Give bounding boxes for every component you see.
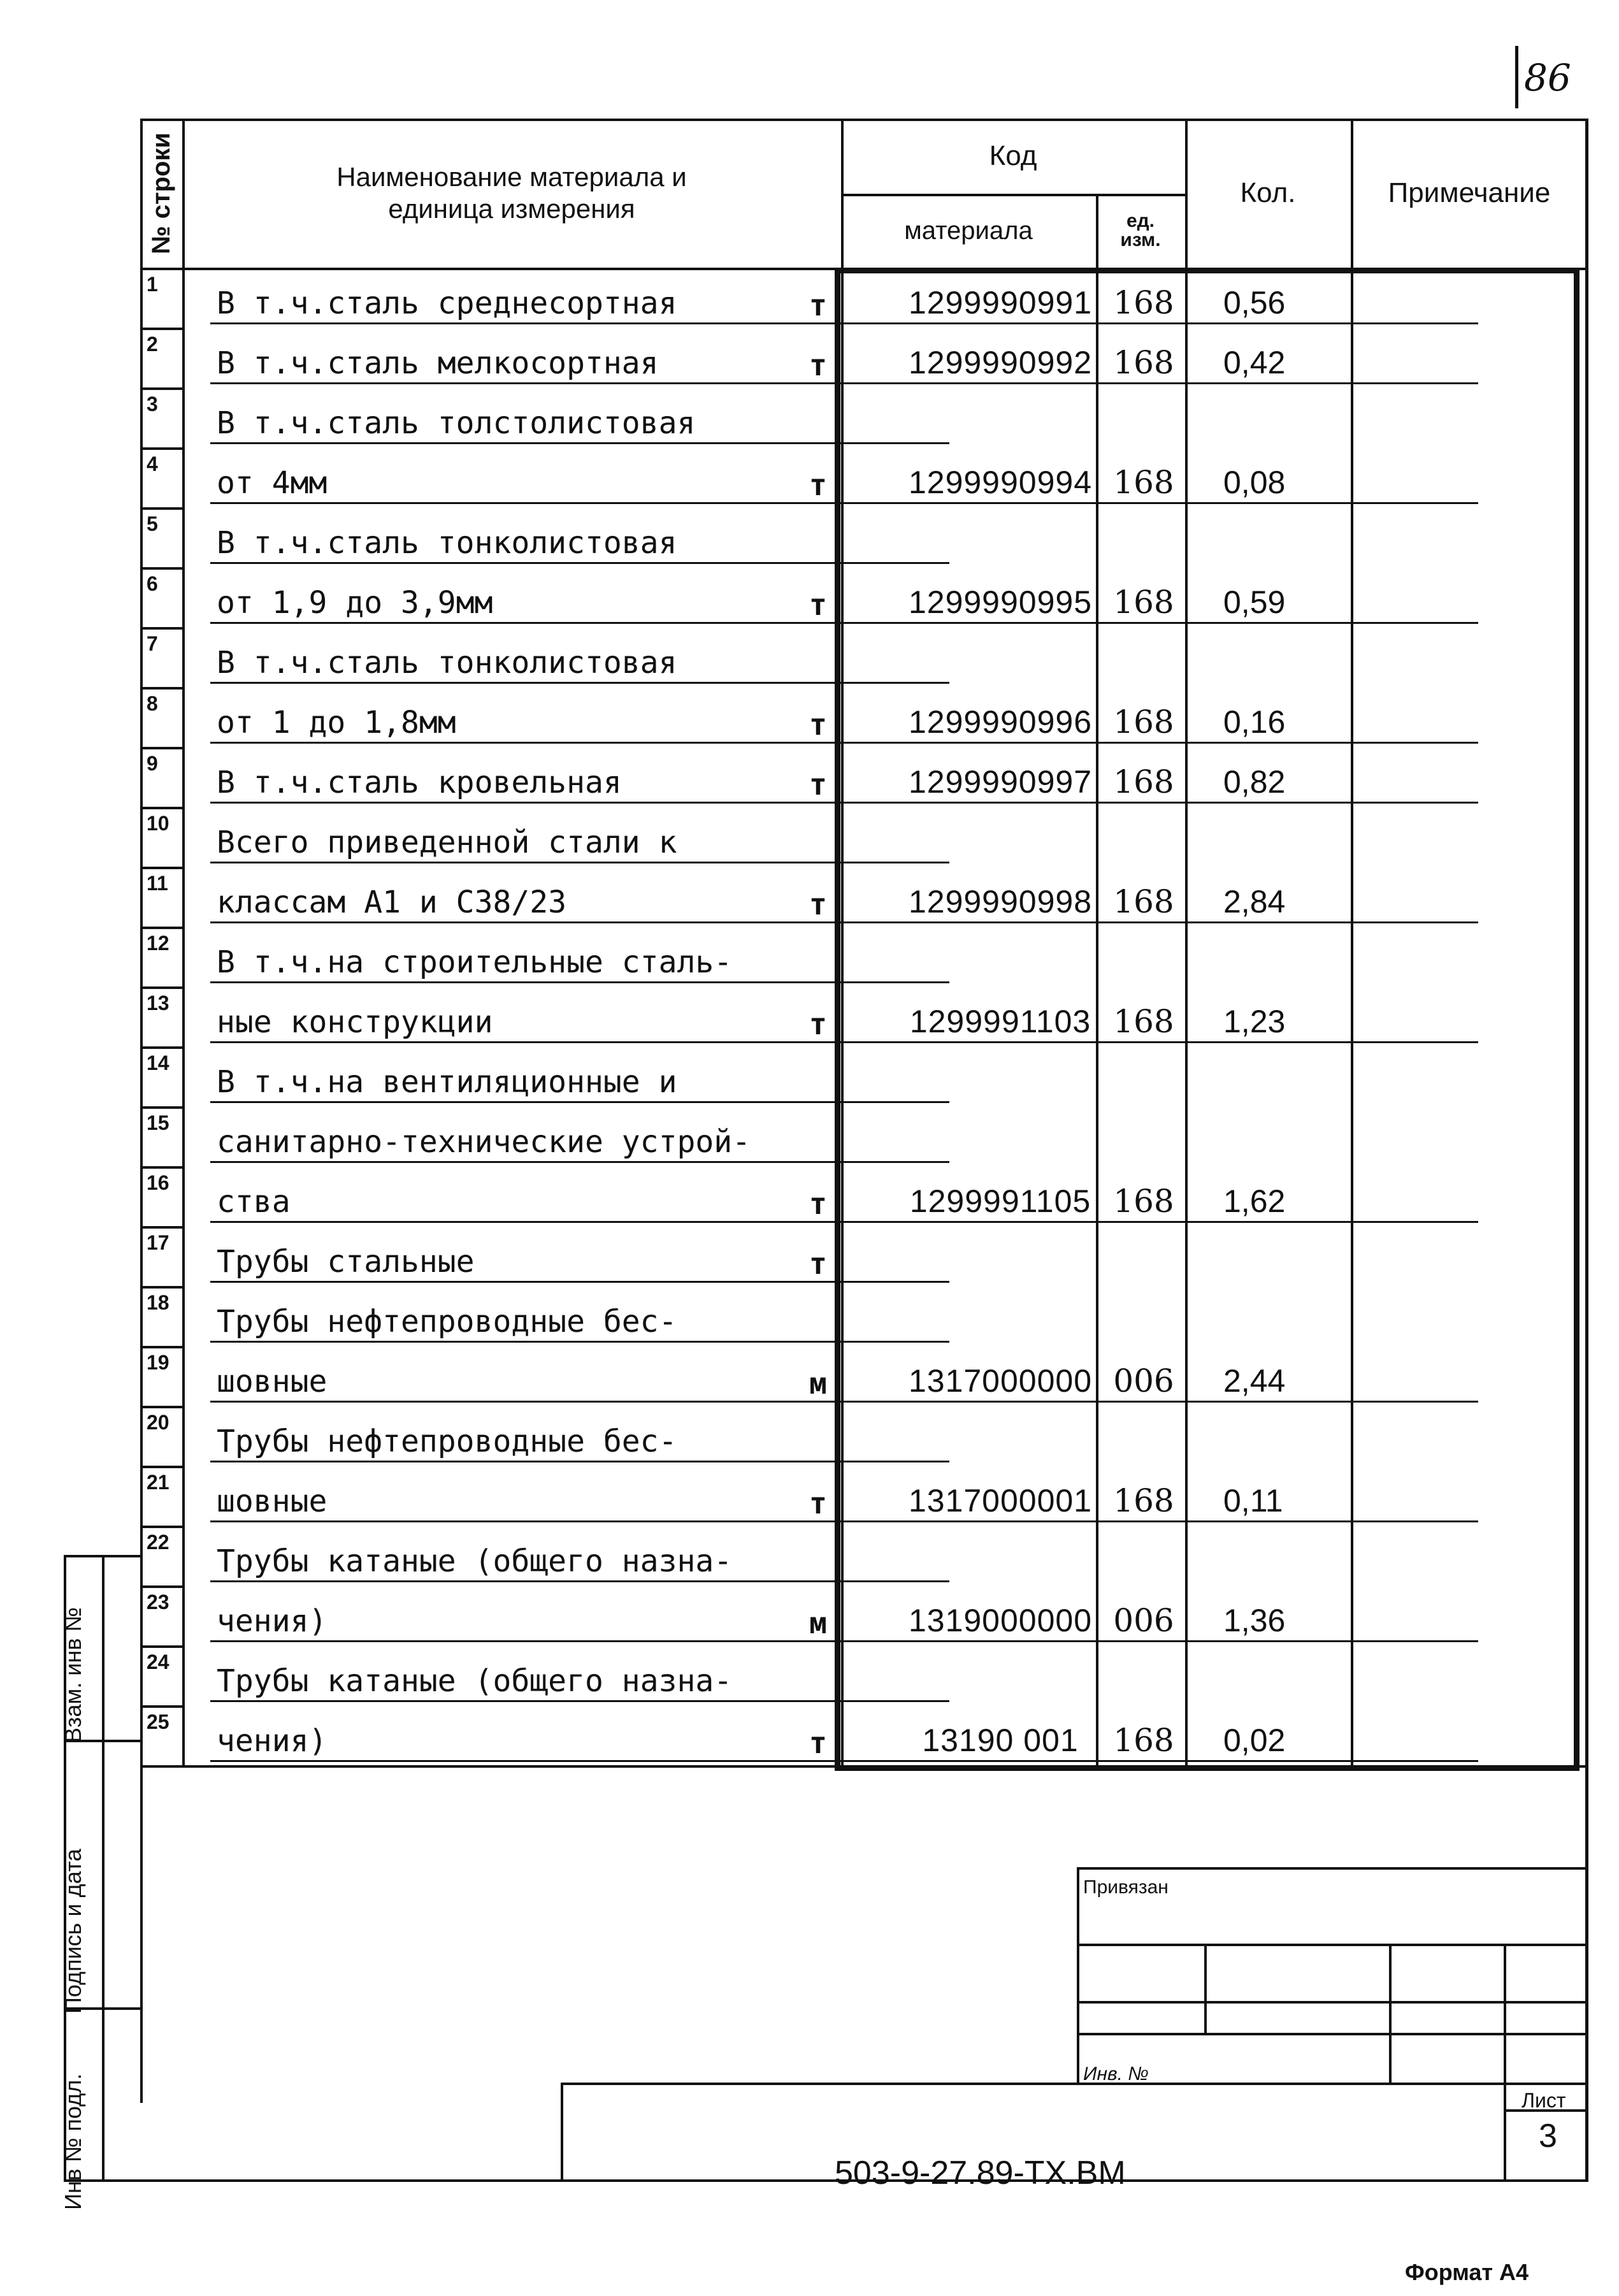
format-label: Формат А4 [1405, 2259, 1529, 2285]
table-row [140, 387, 1588, 447]
table-bottom [140, 1765, 1588, 1768]
row-baseline [210, 1221, 949, 1223]
side-frame [64, 1555, 140, 1557]
row-number: 18 [147, 1291, 169, 1314]
material-name: санитарно-технические устрой- [217, 1124, 751, 1160]
material-code: 1299990992 [908, 345, 1093, 380]
material-name: В т.ч.сталь среднесортная [217, 285, 677, 321]
material-name: от 1,9 до 3,9мм [217, 585, 493, 621]
row-data-baseline [841, 921, 1478, 923]
material-name: В т.ч.сталь мелкосортная [217, 345, 659, 381]
unit-code: 168 [1113, 464, 1174, 501]
quantity: 0,59 [1223, 584, 1286, 620]
material-name: Трубы катаные (общего назна- [217, 1663, 733, 1699]
quantity: 2,44 [1223, 1363, 1286, 1399]
row-number: 11 [147, 872, 168, 895]
table-row [140, 1585, 1588, 1645]
row-number: 8 [147, 692, 158, 715]
table-row [140, 268, 1588, 328]
material-name: от 1 до 1,8мм [217, 705, 456, 740]
material-code: 1299991105 [909, 1183, 1091, 1219]
table-row [140, 627, 1588, 687]
tb-v [1504, 1944, 1506, 2179]
table-row [140, 507, 1588, 567]
measure-unit: т [809, 1726, 827, 1760]
page-number: 86 [1524, 56, 1571, 99]
header-code: Код [989, 140, 1037, 171]
row-data-baseline [841, 622, 1478, 624]
quantity: 1,36 [1223, 1603, 1286, 1638]
header-unit-line1: ед. [1126, 210, 1155, 231]
row-baseline [210, 442, 949, 444]
row-number: 22 [147, 1531, 169, 1554]
row-baseline [210, 1101, 949, 1103]
header-row-number-label: № строки [147, 132, 175, 254]
tb-v [1077, 1867, 1079, 2084]
title-bound-to: Привязан [1083, 1877, 1169, 1898]
material-code: 1319000000 [908, 1603, 1093, 1638]
table-row [140, 1166, 1588, 1226]
tb-v [1389, 1944, 1392, 2084]
row-data-baseline [841, 502, 1478, 504]
table-row [140, 447, 1588, 507]
row-number: 9 [147, 752, 158, 775]
material-code: 1317000001 [908, 1483, 1093, 1519]
row-number: 13 [147, 992, 169, 1014]
row-baseline [210, 862, 949, 863]
row-baseline [210, 1401, 949, 1403]
table-row [140, 747, 1588, 807]
row-number: 5 [147, 512, 158, 535]
row-baseline [210, 1161, 949, 1163]
table-row [140, 1526, 1588, 1585]
row-data-baseline [841, 742, 1478, 744]
unit-code: 168 [1113, 344, 1174, 381]
row-baseline [210, 1041, 949, 1043]
row-number: 10 [147, 812, 169, 835]
material-code: 1299990991 [908, 285, 1093, 321]
row-number: 6 [147, 572, 158, 595]
unit-code: 168 [1113, 704, 1174, 740]
row-number: 21 [147, 1471, 169, 1494]
row-number: 16 [147, 1171, 169, 1194]
header-code-unit [1096, 194, 1185, 268]
row-number: 23 [147, 1591, 169, 1614]
measure-unit: т [809, 1486, 827, 1520]
table-row [140, 1466, 1588, 1526]
row-baseline [210, 1640, 949, 1642]
table-row [140, 986, 1588, 1046]
measure-unit: т [809, 887, 827, 921]
unit-code: 168 [1113, 1003, 1174, 1040]
material-code: 1299990998 [908, 884, 1093, 920]
page-number-bar [1515, 46, 1518, 108]
material-code: 1299990994 [908, 465, 1093, 500]
table-row [140, 1046, 1588, 1106]
material-name: Всего приведенной стали к [217, 825, 677, 860]
tb-line [561, 2083, 1587, 2085]
unit-code: 168 [1113, 1183, 1174, 1220]
row-baseline [210, 742, 949, 744]
material-code: 1299990995 [908, 584, 1093, 620]
row-number: 2 [147, 333, 158, 356]
measure-unit: т [809, 588, 827, 622]
quantity: 0,16 [1223, 704, 1286, 740]
unit-code: 168 [1113, 584, 1174, 621]
row-baseline [210, 1520, 949, 1522]
material-name: ные конструкции [217, 1004, 493, 1040]
row-number: 7 [147, 632, 158, 655]
quantity: 0,56 [1223, 285, 1286, 321]
quantity: 0,42 [1223, 345, 1286, 380]
table-row [140, 1705, 1588, 1765]
tb-v [1204, 1944, 1207, 2033]
measure-unit: т [809, 1246, 827, 1281]
row-number: 12 [147, 932, 169, 955]
unit-code: 168 [1113, 1722, 1174, 1759]
row-data-baseline [841, 1640, 1478, 1642]
unit-code: 168 [1113, 284, 1174, 321]
side-sign-date: Подпись и дата [60, 1849, 86, 2014]
row-baseline [210, 1461, 949, 1462]
row-number: 4 [147, 452, 158, 475]
measure-unit: т [809, 288, 827, 322]
side-inv-orig: Инв № подл. [60, 2073, 86, 2210]
row-number: 19 [147, 1351, 169, 1374]
material-name: Трубы катаные (общего назна- [217, 1543, 733, 1579]
side-frame [102, 1555, 104, 2179]
material-code: 1299990996 [908, 704, 1093, 740]
material-name: классам А1 и С38/23 [217, 884, 567, 920]
header-row-number [140, 119, 182, 268]
table-row [140, 1286, 1588, 1346]
material-name: ства [217, 1184, 291, 1220]
material-name: В т.ч.сталь тонколистовая [217, 645, 677, 681]
measure-unit: м [809, 1606, 827, 1640]
quantity: 0,11 [1223, 1483, 1283, 1519]
title-sheet-number: 3 [1539, 2118, 1557, 2155]
material-name: В т.ч.сталь кровельная [217, 765, 622, 800]
measure-unit: т [809, 348, 827, 382]
row-number: 17 [147, 1231, 169, 1254]
header-quantity: Кол. [1240, 177, 1296, 208]
quantity: 1,62 [1223, 1183, 1286, 1219]
material-name: Трубы нефтепроводные бес- [217, 1424, 677, 1459]
table-row [140, 328, 1588, 387]
row-baseline [210, 322, 949, 324]
header-note: Примечание [1388, 177, 1551, 208]
row-number: 3 [147, 393, 158, 415]
measure-unit: т [809, 767, 827, 802]
material-name: от 4мм [217, 465, 327, 501]
quantity: 1,23 [1223, 1004, 1286, 1039]
row-data-baseline [841, 1760, 1478, 1762]
material-code: 1317000000 [908, 1363, 1093, 1399]
row-data-baseline [841, 1520, 1478, 1522]
tb-line [1077, 1867, 1587, 1870]
tb-line [1077, 2033, 1587, 2035]
table-row [140, 1106, 1588, 1166]
material-name: шовные [217, 1364, 327, 1399]
side-inv-replace: Взам. инв № [60, 1606, 86, 1743]
unit-code: 006 [1113, 1362, 1174, 1399]
unit-code: 168 [1113, 1482, 1174, 1519]
title-inv-no: Инв. № [1083, 2063, 1149, 2084]
row-number: 20 [147, 1411, 169, 1434]
material-name: В т.ч.сталь толстолистовая [217, 405, 696, 441]
table-row [140, 927, 1588, 986]
table-row [140, 807, 1588, 867]
row-number: 14 [147, 1051, 169, 1074]
header-name-line2: единица измерения [388, 194, 635, 224]
quantity: 0,08 [1223, 465, 1286, 500]
tb-line [1077, 1944, 1587, 1946]
material-name: В т.ч.на вентиляционные и [217, 1064, 677, 1100]
measure-unit: т [809, 707, 827, 742]
table-row [140, 1226, 1588, 1286]
header-material-name [182, 119, 841, 268]
row-baseline [210, 502, 949, 504]
row-baseline [210, 1580, 949, 1582]
row-data-baseline [841, 322, 1478, 324]
table-row [140, 1406, 1588, 1466]
header-code-material: материала [904, 216, 1033, 245]
measure-unit: т [809, 1187, 827, 1221]
quantity: 0,82 [1223, 764, 1286, 800]
row-baseline [210, 921, 949, 923]
unit-code: 168 [1113, 763, 1174, 800]
header-split [841, 194, 1185, 196]
unit-code: 006 [1113, 1602, 1174, 1639]
row-baseline [210, 1700, 949, 1702]
row-baseline [210, 382, 949, 384]
tb-v [561, 2083, 563, 2179]
table-row [140, 567, 1588, 627]
material-code: 13190 001 [922, 1722, 1079, 1758]
material-name: шовные [217, 1484, 327, 1519]
row-number: 1 [147, 273, 158, 296]
table-row [140, 687, 1588, 747]
row-number: 24 [147, 1650, 169, 1673]
table-row [140, 1645, 1588, 1705]
material-code: 1299990997 [908, 764, 1093, 800]
material-name: Трубы стальные [217, 1244, 475, 1280]
table-row [140, 1346, 1588, 1406]
title-designation: 503-9-27.89-ТХ.ВМ [835, 2155, 1126, 2191]
unit-code: 168 [1113, 883, 1174, 920]
row-data-baseline [841, 1401, 1478, 1403]
row-data-baseline [841, 382, 1478, 384]
row-baseline [210, 622, 949, 624]
material-name: Трубы нефтепроводные бес- [217, 1304, 677, 1339]
measure-unit: т [809, 468, 827, 502]
row-data-baseline [841, 1221, 1478, 1223]
material-name: чения) [217, 1723, 327, 1759]
material-name: В т.ч.сталь тонколистовая [217, 525, 677, 561]
measure-unit: т [809, 1007, 827, 1041]
frame-top [140, 119, 1588, 121]
row-number: 15 [147, 1111, 169, 1134]
row-baseline [210, 1341, 949, 1343]
measure-unit: м [809, 1366, 827, 1401]
row-data-baseline [841, 1041, 1478, 1043]
row-data-baseline [841, 802, 1478, 804]
row-baseline [210, 802, 949, 804]
row-baseline [210, 562, 949, 564]
material-code: 1299991103 [909, 1004, 1091, 1039]
header-name-line1: Наименование материала и [336, 162, 687, 192]
material-name: чения) [217, 1603, 327, 1639]
row-baseline [210, 1760, 949, 1762]
row-baseline [210, 981, 949, 983]
tb-line [1077, 2001, 1587, 2004]
row-number: 25 [147, 1710, 169, 1733]
title-sheet-label: Лист [1522, 2089, 1566, 2112]
header-unit-line2: изм. [1120, 229, 1161, 250]
table-row [140, 867, 1588, 927]
quantity: 0,02 [1223, 1722, 1286, 1758]
quantity: 2,84 [1223, 884, 1286, 920]
row-baseline [210, 1281, 949, 1283]
material-name: В т.ч.на строительные сталь- [217, 944, 733, 980]
row-baseline [210, 682, 949, 684]
